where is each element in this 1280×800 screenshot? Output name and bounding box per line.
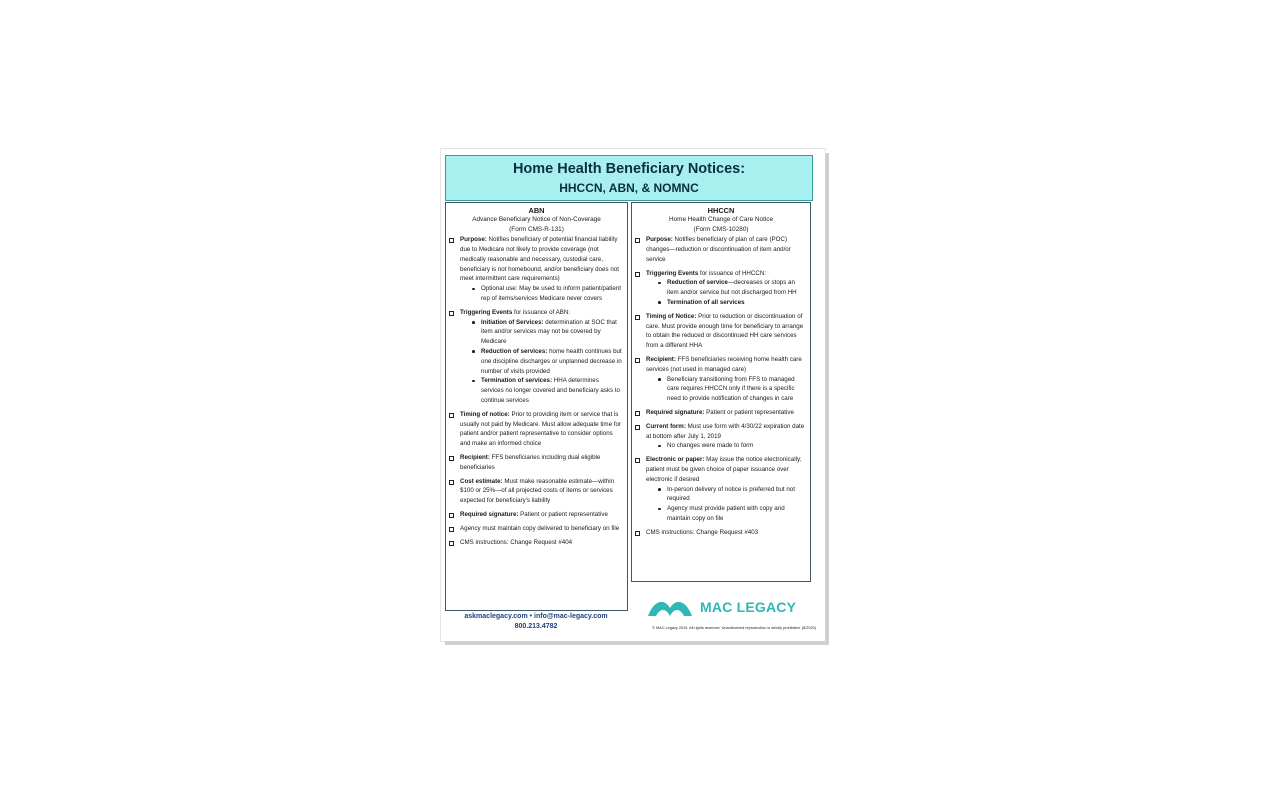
item-label: Triggering Events (646, 269, 699, 277)
notice-item (635, 235, 806, 264)
mac-legacy-logo-icon (646, 596, 694, 618)
bullet-icon (472, 321, 475, 324)
item-label: Recipient: (646, 355, 676, 363)
item-text: for issuance of HHCCN: (698, 269, 767, 277)
item-text: Notifies beneficiary of plan of care (POC) changes—reduction or discontinuation of item and/or service (646, 236, 791, 263)
abn-header (446, 206, 627, 234)
item-text: Prior to providing item or service that is usually not paid by Medicare. Must allow adequate time for patient and/or patient representative to consider options and make an informed choice (460, 410, 621, 448)
sub-item-text: No changes were made to form (667, 442, 754, 450)
checkbox-square-icon (449, 480, 454, 485)
sub-item (646, 485, 806, 505)
sub-item-text: Optional use: May be used to inform patient/patient rep of items/services Medicare never covers (481, 285, 621, 302)
item-text: for issuance of ABN: (512, 308, 571, 316)
phone-number: 800.213.4782 (514, 623, 558, 630)
sub-item (460, 318, 623, 347)
copyright-notice: © MAC Legacy 2019. All rights reserved. Unauthorized reproduction is strictly prohibited. (8/2020) (652, 626, 816, 630)
bullet-icon (658, 445, 661, 448)
item-text: Must make reasonable estimate—within $100 or 25%—of all projected costs of items or services expected for beneficiary's liability (460, 477, 615, 505)
checkbox-square-icon (449, 311, 454, 316)
sub-item (646, 375, 806, 404)
page-title: Home Health Beneficiary Notices: (512, 161, 746, 177)
abn-full-name: Advance Beneficiary Notice of Non-Coverage (472, 216, 601, 223)
checkbox-square-icon (635, 458, 640, 463)
hhccn-full-name: Home Health Change of Care Notice (668, 216, 774, 223)
sub-item-label: Reduction of service (667, 279, 728, 287)
sub-item-text: Beneficiary transitioning from FFS to managed care requires HHCCN only if there is a specific need to provide notification of changes in care (667, 375, 795, 403)
item-text: CMS instructions: Change Request #403 (646, 528, 759, 536)
bullet-icon (472, 380, 475, 383)
title-banner (445, 155, 813, 201)
item-label: Timing of notice: (460, 410, 510, 418)
hhccn-header (632, 206, 810, 234)
sub-item-label: Initiation of Services: (481, 318, 544, 326)
sub-item-text: Agency must provide patient with copy and maintain copy on file (667, 505, 785, 522)
item-text: FFS beneficiaries receiving home health care services (not used in managed care) (646, 355, 802, 373)
checkbox-square-icon (635, 315, 640, 320)
abn-items (449, 235, 623, 547)
checkbox-square-icon (635, 358, 640, 363)
item-label: Current form: (646, 422, 686, 430)
item-text: Agency must maintain copy delivered to beneficiary on file (460, 524, 620, 532)
contact-links[interactable]: askmaclegacy.com • info@mac-legacy.com (464, 613, 608, 620)
item-label: Timing of Notice: (646, 312, 697, 320)
bullet-icon (658, 282, 661, 285)
item-label: Cost estimate: (460, 477, 503, 485)
notice-item (635, 455, 806, 524)
sub-item (646, 298, 806, 308)
notice-page (441, 149, 825, 641)
bullet-icon (472, 350, 475, 353)
checkbox-square-icon (635, 238, 640, 243)
bullet-icon (658, 301, 661, 304)
sub-item-text: HHA determines services no longer covered and beneficiary asks to continue services (481, 377, 620, 404)
item-label: Purpose: (460, 236, 487, 244)
notice-item (449, 510, 623, 520)
notice-item (449, 410, 623, 449)
notice-item (449, 477, 623, 506)
sub-list (460, 318, 623, 406)
notice-item (449, 453, 623, 473)
item-text: May issue the notice electronically; patient must be given choice of paper issuance over electronic if desired (646, 456, 802, 483)
item-label: Recipient: (460, 453, 490, 461)
item-text: Patient or patient representative (704, 408, 794, 416)
item-text: Notifies beneficiary of potential financial liability due to Medicare not likely to provide coverage (not medically reasonable and necessary, custodial care, beneficiary is not homebound, and/or beneficiary does not meet intermittent care requirements) (460, 236, 619, 283)
item-text: Must use form with 4/30/22 expiration date at bottom after July 1, 2019 (646, 422, 805, 440)
abn-column (445, 202, 628, 611)
sub-item (460, 347, 623, 376)
checkbox-square-icon (449, 456, 454, 461)
abn-form-number: (Form CMS-R-131) (509, 225, 564, 233)
hhccn-heading: HHCCN (707, 206, 735, 215)
item-text: CMS instructions: Change Request #404 (460, 538, 573, 546)
checkbox-square-icon (635, 425, 640, 430)
brand-name: MAC LEGACY (700, 599, 797, 615)
sub-list (460, 284, 623, 304)
checkbox-square-icon (449, 238, 454, 243)
contact-block (445, 612, 627, 632)
sub-item-text: In-person delivery of notice is preferred but not required (667, 485, 795, 503)
notice-item (449, 308, 623, 406)
checkbox-square-icon (635, 411, 640, 416)
item-label: Triggering Events (460, 308, 513, 316)
sub-item-text: home health continues but one discipline discharges or unplanned decrease in number of visits provided (481, 347, 622, 375)
sub-item-text: —decreases or stops an item and/or service but not discharged from HH (667, 279, 797, 297)
item-text: Patient or patient representative (518, 510, 608, 518)
sub-item (646, 278, 806, 298)
checkbox-square-icon (449, 541, 454, 546)
checkbox-square-icon (635, 531, 640, 536)
notice-item (635, 312, 806, 351)
hhccn-form-number: (Form CMS-10280) (693, 225, 749, 233)
sub-item (460, 284, 623, 304)
item-label: Required signature: (646, 408, 705, 416)
checkbox-square-icon (449, 413, 454, 418)
mac-legacy-logo (646, 596, 796, 618)
sub-list (646, 441, 806, 451)
notice-item (635, 269, 806, 308)
sub-item-label: Termination of services: (481, 377, 553, 385)
hhccn-items (635, 235, 806, 537)
sub-list (646, 485, 806, 524)
checkbox-square-icon (635, 272, 640, 277)
sub-list (646, 278, 806, 307)
bullet-icon (658, 378, 661, 381)
sub-list (646, 375, 806, 404)
notice-item (635, 355, 806, 404)
abn-heading: ABN (528, 206, 545, 215)
checkbox-square-icon (449, 527, 454, 532)
checkbox-square-icon (449, 513, 454, 518)
sub-item-label: Termination of all services (667, 298, 745, 306)
notice-item (635, 422, 806, 451)
notice-item (635, 528, 806, 538)
notice-item (449, 235, 623, 304)
item-label: Purpose: (646, 236, 673, 244)
sub-item (646, 441, 806, 451)
item-text: Prior to reduction or discontinuation of care. Must provide enough time for beneficiary to arrange to obtain the reduced or discontinued HH care services from a different HHA (646, 312, 804, 350)
bullet-icon (658, 508, 661, 511)
sub-item-text: determination at SOC that item and/or services may not be covered by Medicare (481, 318, 617, 346)
sub-item-label: Reduction of services: (481, 347, 548, 355)
bullet-icon (658, 488, 661, 491)
hhccn-column (631, 202, 811, 582)
item-text: FFS beneficiaries including dual eligible beneficiaries (460, 453, 601, 471)
notice-item (635, 408, 806, 418)
item-label: Required signature: (460, 510, 519, 518)
sub-item (646, 504, 806, 524)
sub-item (460, 376, 623, 405)
item-label: Electronic or paper: (646, 456, 705, 464)
bullet-icon (472, 288, 475, 291)
notice-item (449, 524, 623, 534)
notice-item (449, 538, 623, 548)
page-subtitle: HHCCN, ABN, & NOMNC (559, 181, 699, 195)
